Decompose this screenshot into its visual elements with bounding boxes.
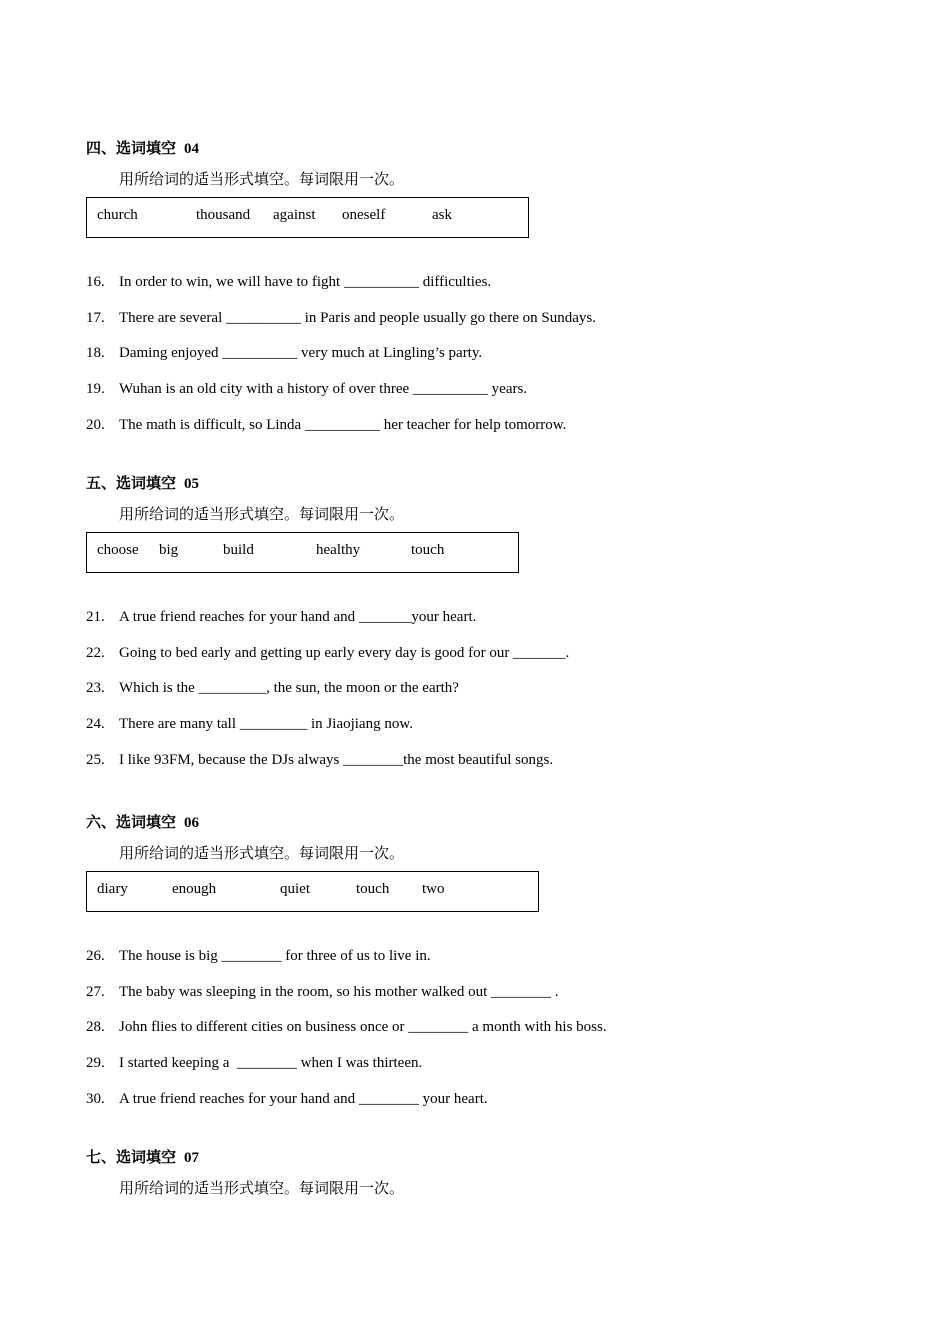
question-list [86,946,886,1124]
word-bank-item: healthy [316,542,361,558]
section-heading [86,139,886,159]
word-bank [86,197,529,238]
word-bank-item: church [97,207,138,223]
question-list [86,607,886,785]
question-item [86,379,886,415]
section-heading [86,474,886,494]
question-item [86,982,886,1018]
word-bank-item: ask [432,207,452,223]
section-instruction: 用所给词的适当形式填空。每词限用一次。 [119,846,405,862]
word-bank-item: build [223,542,254,558]
question-item [86,343,886,379]
section-06 [86,813,886,1124]
section-instruction: 用所给词的适当形式填空。每词限用一次。 [119,1181,405,1197]
section-number: 04 [184,141,200,157]
question-number: 18. [86,345,105,362]
section-07 [86,1148,886,1199]
question-text: I started keeping a ________ when I was thirteen. [119,1055,423,1072]
question-item [86,678,886,714]
question-item [86,1089,886,1125]
question-text: The house is big ________ for three of us to live in. [119,948,431,964]
question-item [86,607,886,643]
word-bank-item: enough [172,881,217,897]
section-heading [86,813,886,833]
question-number: 20. [86,416,105,433]
question-text: John flies to different cities on business once or ________ a month with his boss. [119,1019,607,1036]
question-number: 17. [86,309,105,326]
word-bank-item: against [273,207,316,223]
question-number: 22. [86,644,105,661]
question-item [86,643,886,679]
question-text: Which is the _________, the sun, the moon or the earth? [119,680,459,697]
question-number: 21. [86,609,105,625]
question-item [86,946,886,982]
word-bank-item: diary [97,881,128,897]
question-number: 29. [86,1055,105,1072]
question-text: I like 93FM, because the DJs always ________the most beautiful songs. [119,751,554,768]
section-instruction: 用所给词的适当形式填空。每词限用一次。 [119,507,405,523]
question-text: A true friend reaches for your hand and _______your heart. [119,609,477,625]
question-item [86,415,886,451]
word-bank [86,871,539,912]
question-number: 30. [86,1090,105,1107]
question-text: Daming enjoyed __________ very much at Lingling’s party. [119,345,483,362]
question-number: 16. [86,274,105,290]
question-item [86,308,886,344]
question-item [86,1053,886,1089]
question-text: Going to bed early and getting up early every day is good for our _______. [119,644,570,661]
question-text: Wuhan is an old city with a history of over three __________ years. [119,381,528,398]
question-text: The math is difficult, so Linda __________ her teacher for help tomorrow. [119,416,567,433]
section-05 [86,474,886,785]
word-bank-item: oneself [342,207,386,223]
word-bank-item: choose [97,542,139,558]
question-text: A true friend reaches for your hand and ________ your heart. [119,1090,488,1107]
section-number: 06 [184,815,200,831]
question-text: The baby was sleeping in the room, so his mother walked out ________ . [119,983,559,1000]
question-item [86,750,886,786]
word-bank-item: two [422,881,445,897]
question-number: 19. [86,381,105,398]
question-list [86,272,886,450]
question-item [86,714,886,750]
question-item [86,272,886,308]
question-text: There are several __________ in Paris and people usually go there on Sundays. [119,309,596,326]
section-number: 05 [184,476,200,492]
question-item [86,1017,886,1053]
word-bank-item: touch [411,542,445,558]
question-number: 28. [86,1019,105,1036]
section-heading [86,1148,886,1168]
section-instruction: 用所给词的适当形式填空。每词限用一次。 [119,172,405,188]
section-number: 07 [184,1150,200,1166]
section-04 [86,139,886,450]
section-title: 七、选词填空 [86,1150,177,1166]
section-title: 六、选词填空 [86,815,177,831]
word-bank-item: thousand [196,207,251,223]
question-text: There are many tall _________ in Jiaojiang now. [119,716,413,733]
question-number: 27. [86,983,105,1000]
word-bank-item: touch [356,881,390,897]
question-text: In order to win, we will have to fight __________ difficulties. [119,274,492,290]
section-title: 五、选词填空 [86,476,177,492]
question-number: 23. [86,680,105,697]
word-bank-item: big [159,542,179,558]
question-number: 24. [86,716,105,733]
section-title: 四、选词填空 [86,141,177,157]
word-bank [86,532,519,573]
question-number: 26. [86,948,105,964]
word-bank-item: quiet [280,881,310,897]
question-number: 25. [86,751,105,768]
